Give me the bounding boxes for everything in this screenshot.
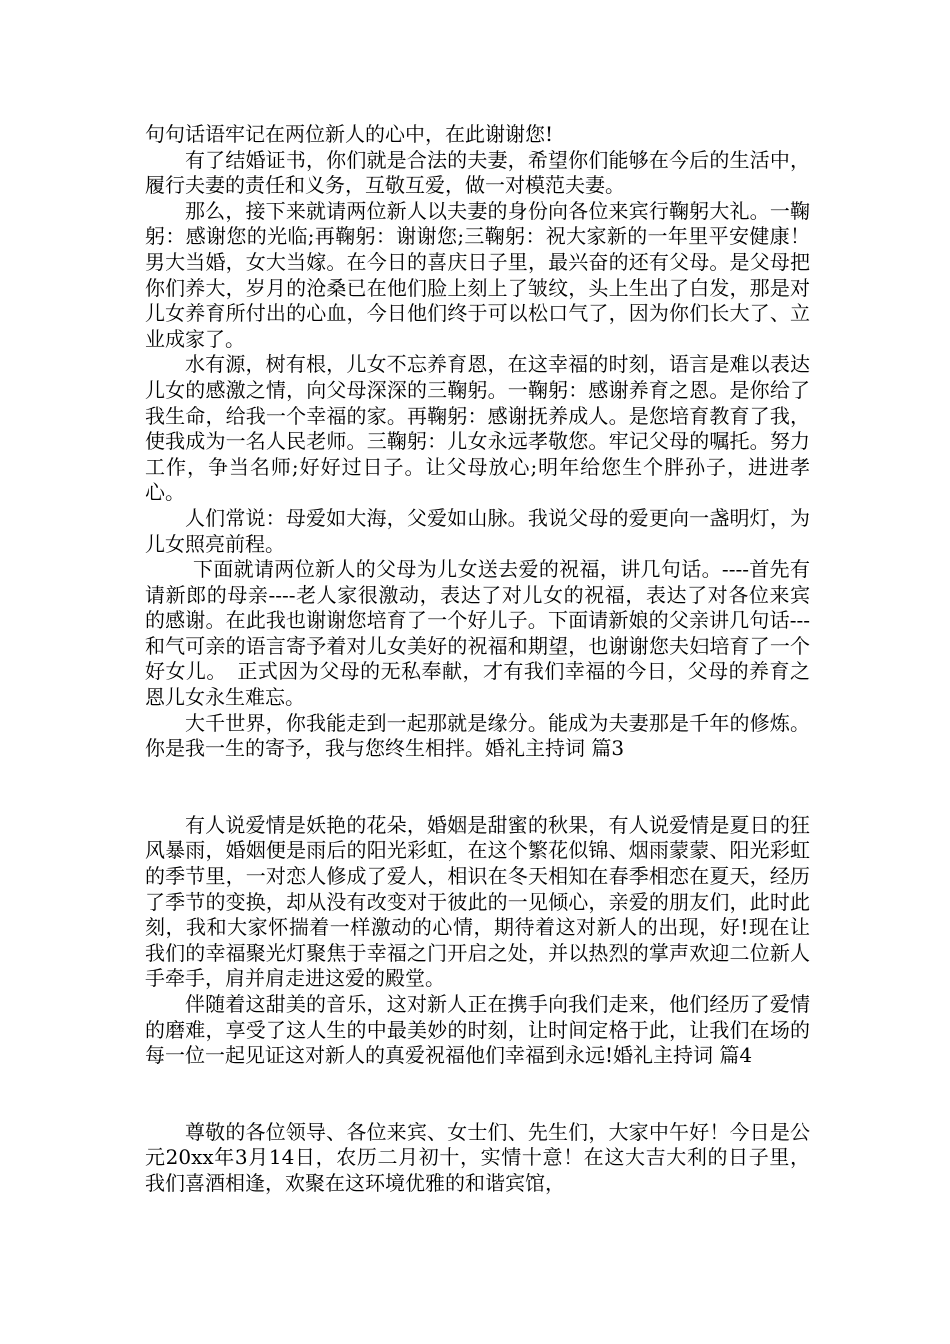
- paragraph: 大千世界，你我能走到一起那就是缘分。能成为夫妻那是千年的修炼。你是我一生的寄予，我与您终生相拌。婚礼主持词 篇3: [145, 710, 810, 761]
- paragraph: 有了结婚证书，你们就是合法的夫妻，希望你们能够在今后的生活中，履行夫妻的责任和义务，互敬互爱，做一对模范夫妻。: [145, 147, 810, 198]
- document-body: [145, 122, 810, 1197]
- section-gap: [145, 762, 810, 813]
- paragraph: 那么，接下来就请两位新人以夫妻的身份向各位来宾行鞠躬大礼。一鞠躬：感谢您的光临;再鞠躬：谢谢您;三鞠躬：祝大家新的一年里平安健康！男大当婚，女大当嫁。在今日的喜庆日子里，最兴奋的还有父母。是父母把你们养大，岁月的沧桑已在他们脸上刻上了皱纹，头上生出了白发，那是对儿女养育所付出的心血，今日他们终于可以松口气了，因为你们长大了、立业成家了。: [145, 198, 810, 351]
- paragraph: 水有源，树有根，儿女不忘养育恩，在这幸福的时刻，语言是难以表达儿女的感激之情，向父母深深的三鞠躬。一鞠躬：感谢养育之恩。是你给了我生命，给我一个幸福的家。再鞠躬：感谢抚养成人。是您培育教育了我，使我成为一名人民老师。三鞠躬：儿女永远孝敬您。牢记父母的嘱托。努力工作，争当名师;好好过日子。让父母放心;明年给您生个胖孙子，进进孝心。: [145, 352, 810, 505]
- section-gap: [145, 1069, 810, 1120]
- paragraph: 尊敬的各位领导、各位来宾、女士们、先生们，大家中午好！今日是公元20xx年3月14日，农历二月初十，实情十意！在这大吉大利的日子里，我们喜酒相逢，欢聚在这环境优雅的和谐宾馆，: [145, 1119, 810, 1195]
- paragraph: 有人说爱情是妖艳的花朵，婚姻是甜蜜的秋果，有人说爱情是夏日的狂风暴雨，婚姻便是雨后的阳光彩虹，在这个繁花似锦、烟雨蒙蒙、阳光彩虹的季节里，一对恋人修成了爱人，相识在冬天相知在春季相恋在夏天，经历了季节的变换，却从没有改变对于彼此的一见倾心，亲爱的朋友们，此时此刻，我和大家怀揣着一样激动的心情，期待着这对新人的出现，好!现在让我们的幸福聚光灯聚焦于幸福之门开启之处，并以热烈的掌声欢迎二位新人手牵手，肩并肩走进这爱的殿堂。: [145, 812, 810, 991]
- paragraph: 伴随着这甜美的音乐，这对新人正在携手向我们走来，他们经历了爱情的磨难，享受了这人生的中最美妙的时刻，让时间定格于此，让我们在场的每一位一起见证这对新人的真爱祝福他们幸福到永远!婚礼主持词 篇4: [145, 992, 810, 1068]
- paragraph: 人们常说：母爱如大海，父爱如山脉。我说父母的爱更向一盏明灯，为儿女照亮前程。: [145, 505, 810, 556]
- paragraph: 句句话语牢记在两位新人的心中，在此谢谢您!: [145, 122, 554, 146]
- paragraph: 下面就请两位新人的父母为儿女送去爱的祝福，讲几句话。----首先有请新郎的母亲----老人家很激动，表达了对儿女的祝福，表达了对各位来宾的感谢。在此我也谢谢您培育了一个好儿子。下面请新娘的父亲讲几句话---和气可亲的语言寄予着对儿女美好的祝福和期望，也谢谢您夫妇培育了一个好女儿。 正式因为父母的无私奉献，才有我们幸福的今日，父母的养育之恩儿女永生难忘。: [145, 557, 810, 710]
